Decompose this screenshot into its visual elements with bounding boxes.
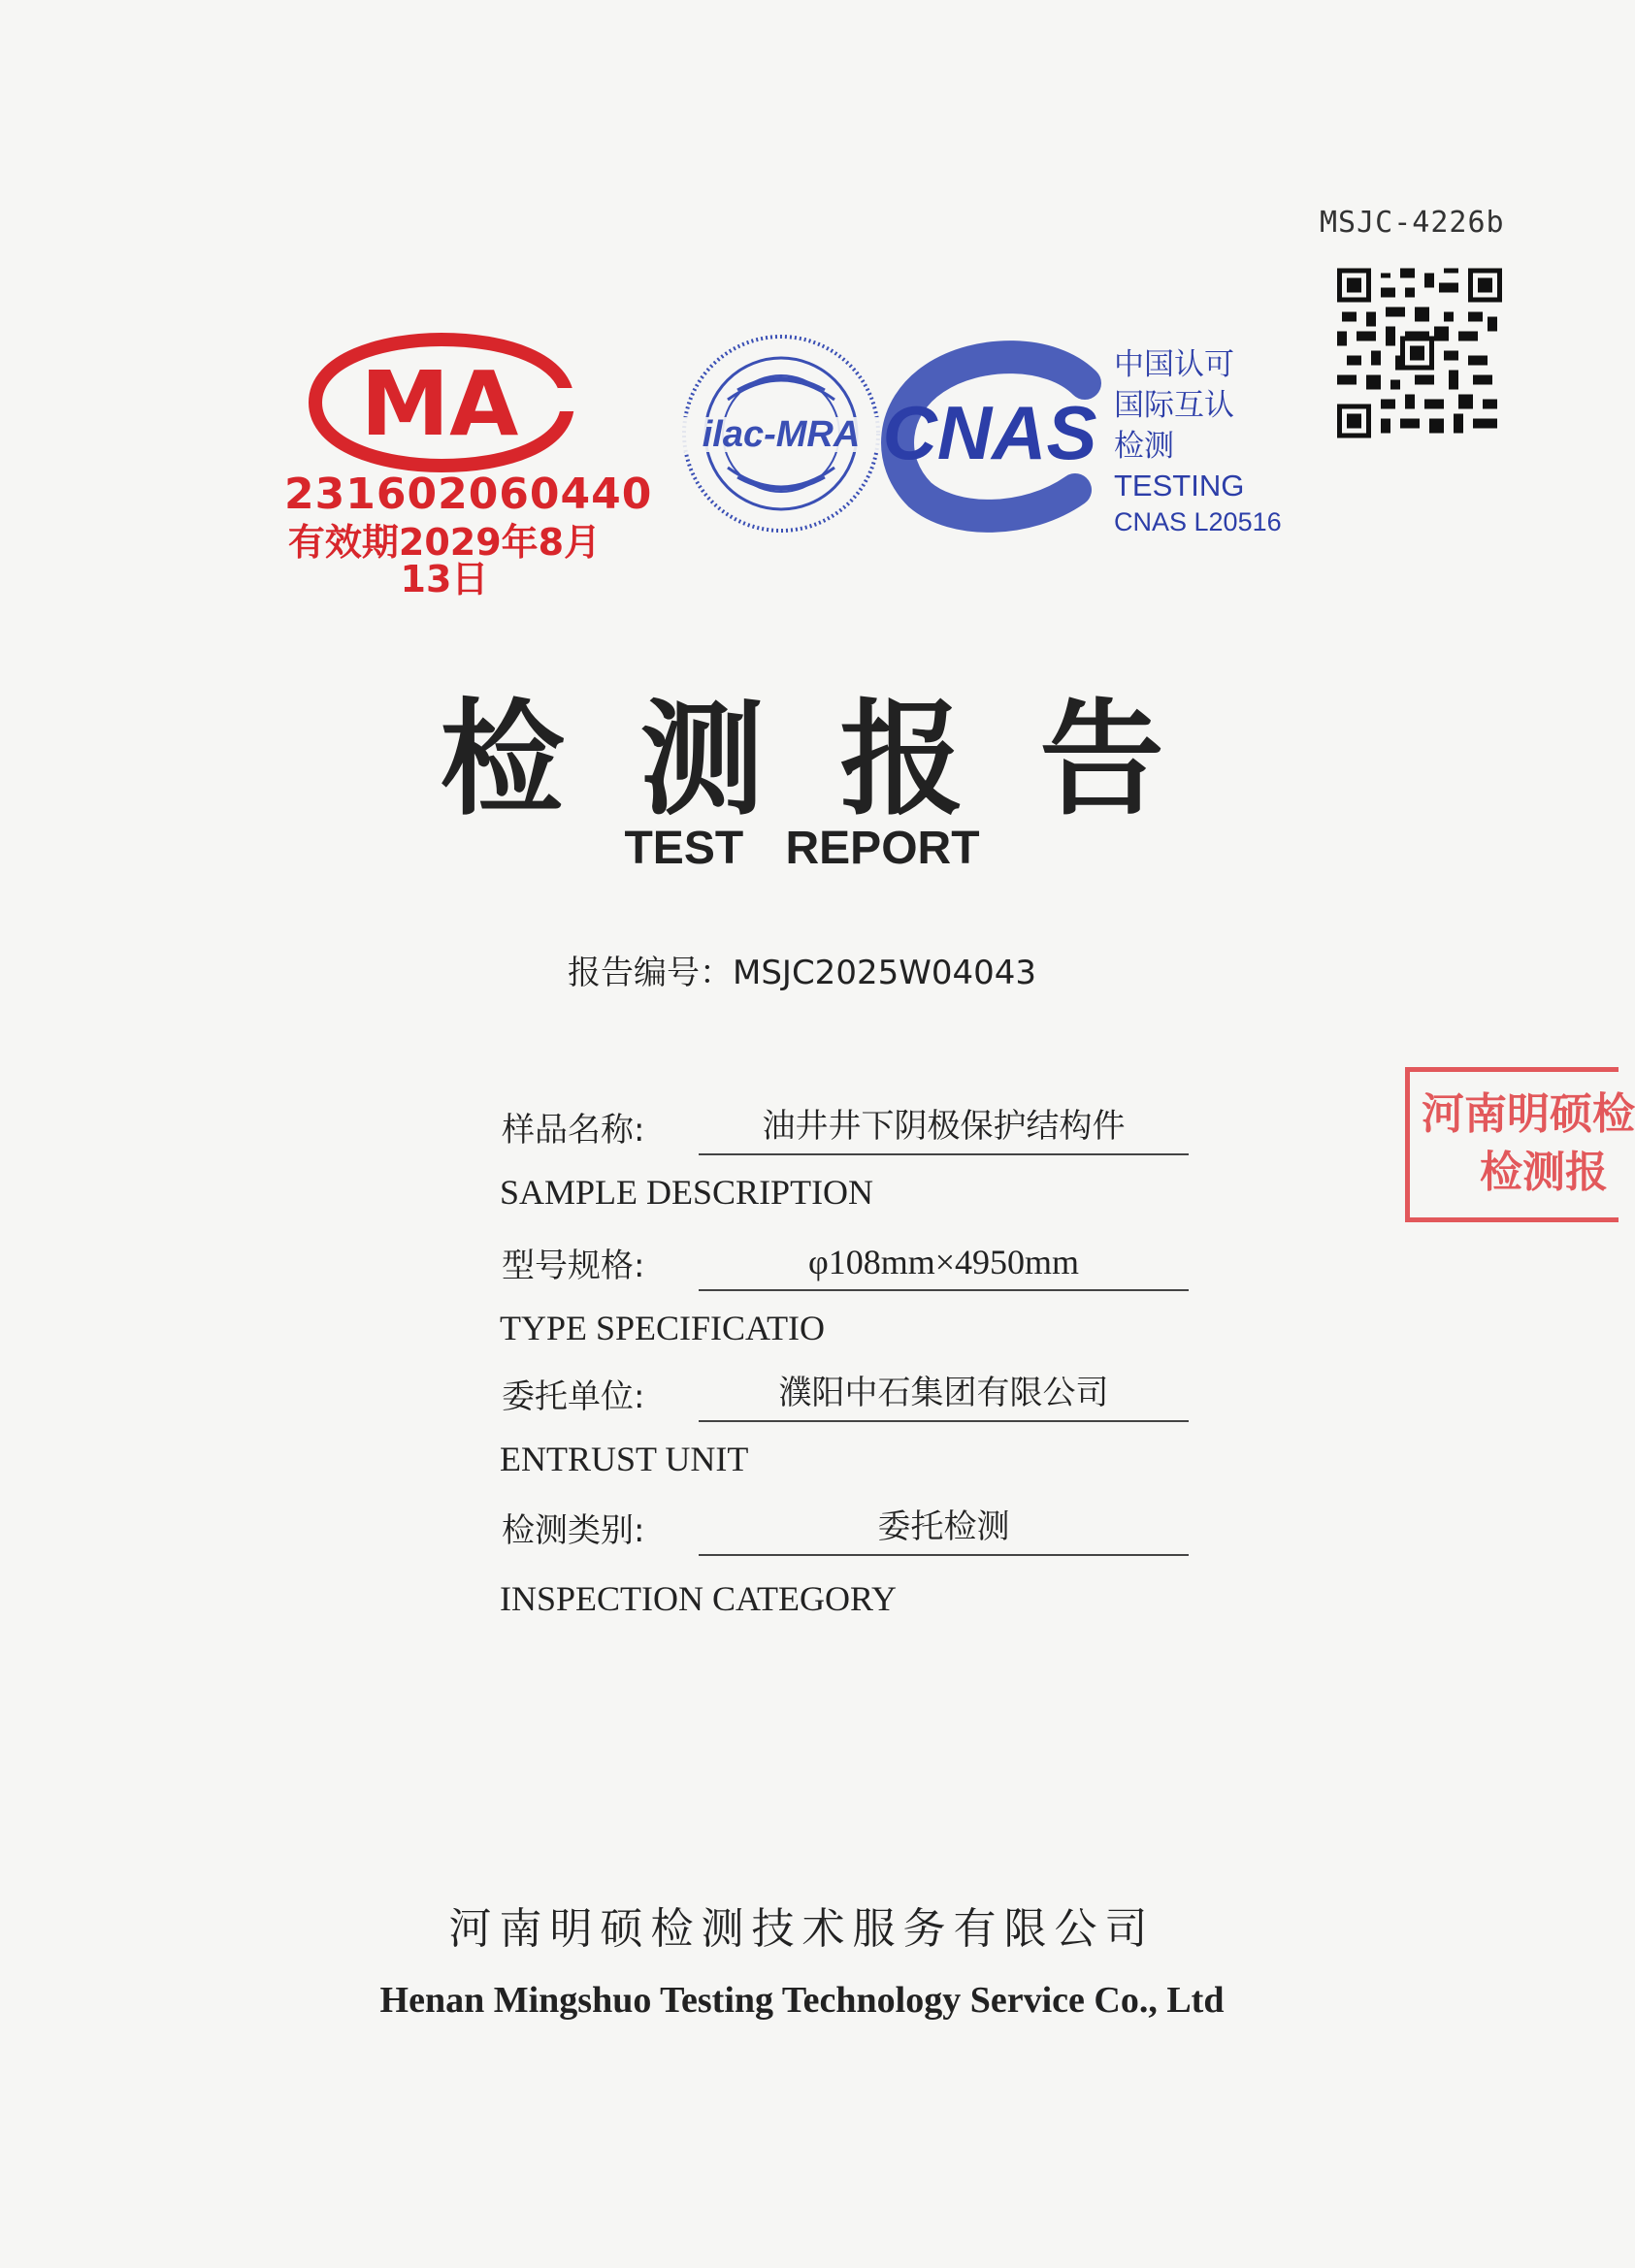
cnas-cn-line-1: 中国认可 bbox=[1114, 347, 1234, 382]
company-seal-stamp bbox=[1405, 1067, 1635, 1222]
cnas-cn-line-2: 国际互认 bbox=[1114, 388, 1234, 423]
svg-text:MA: MA bbox=[360, 352, 519, 456]
report-title-cn: 检测报告 bbox=[440, 687, 1240, 832]
stamp-line-2: 检测报 bbox=[1480, 1148, 1608, 1197]
inspection-category-label-en: INSPECTION CATEGORY bbox=[500, 1579, 898, 1618]
cma-number: 231602060440 bbox=[284, 470, 653, 519]
entrust-unit-label-en: ENTRUST UNIT bbox=[500, 1440, 749, 1478]
type-specification-label-en: TYPE SPECIFICATIO bbox=[500, 1309, 826, 1347]
document-code: MSJC-4226b bbox=[1320, 206, 1505, 240]
sample-description-value: 油井井下阴极保护结构件 bbox=[699, 1103, 1189, 1155]
cnas-logo-icon bbox=[881, 344, 1109, 529]
entrust-unit-value: 濮阳中石集团有限公司 bbox=[699, 1370, 1189, 1422]
type-specification-label: 型号规格: bbox=[502, 1247, 645, 1285]
qr-code-icon bbox=[1337, 268, 1502, 438]
inspection-category-value: 委托检测 bbox=[699, 1504, 1189, 1556]
cma-logo-icon bbox=[277, 330, 606, 475]
sample-description-label-en: SAMPLE DESCRIPTION bbox=[500, 1173, 874, 1212]
cnas-en-line: TESTING bbox=[1114, 469, 1245, 502]
company-name-en: Henan Mingshuo Testing Technology Service Co., Ltd bbox=[379, 1980, 1225, 2021]
cma-validity: 有效期2029年8月13日 bbox=[287, 521, 602, 600]
entrust-unit-label: 委托单位: bbox=[502, 1377, 645, 1416]
cnas-accreditation-text bbox=[1114, 344, 1282, 538]
cnas-cn-line-3: 检测 bbox=[1114, 429, 1174, 464]
svg-text:CNAS: CNAS bbox=[882, 390, 1097, 475]
cnas-registration: CNAS L20516 bbox=[1114, 507, 1282, 536]
report-number: 报告编号：MSJC2025W04043 bbox=[568, 954, 1036, 992]
report-title-en: TEST REPORT bbox=[624, 823, 980, 874]
inspection-category-label: 检测类别: bbox=[502, 1511, 645, 1550]
type-specification-value: φ108mm×4950mm bbox=[699, 1239, 1189, 1291]
company-name-cn: 河南明硕检测技术服务有限公司 bbox=[448, 1904, 1156, 1954]
stamp-line-1: 河南明硕检 bbox=[1422, 1089, 1635, 1139]
cma-logo bbox=[277, 330, 653, 600]
svg-text:ilac-MRA: ilac-MRA bbox=[702, 414, 861, 455]
sample-description-label: 样品名称: bbox=[502, 1111, 645, 1150]
ilac-mra-logo-icon bbox=[679, 332, 883, 535]
